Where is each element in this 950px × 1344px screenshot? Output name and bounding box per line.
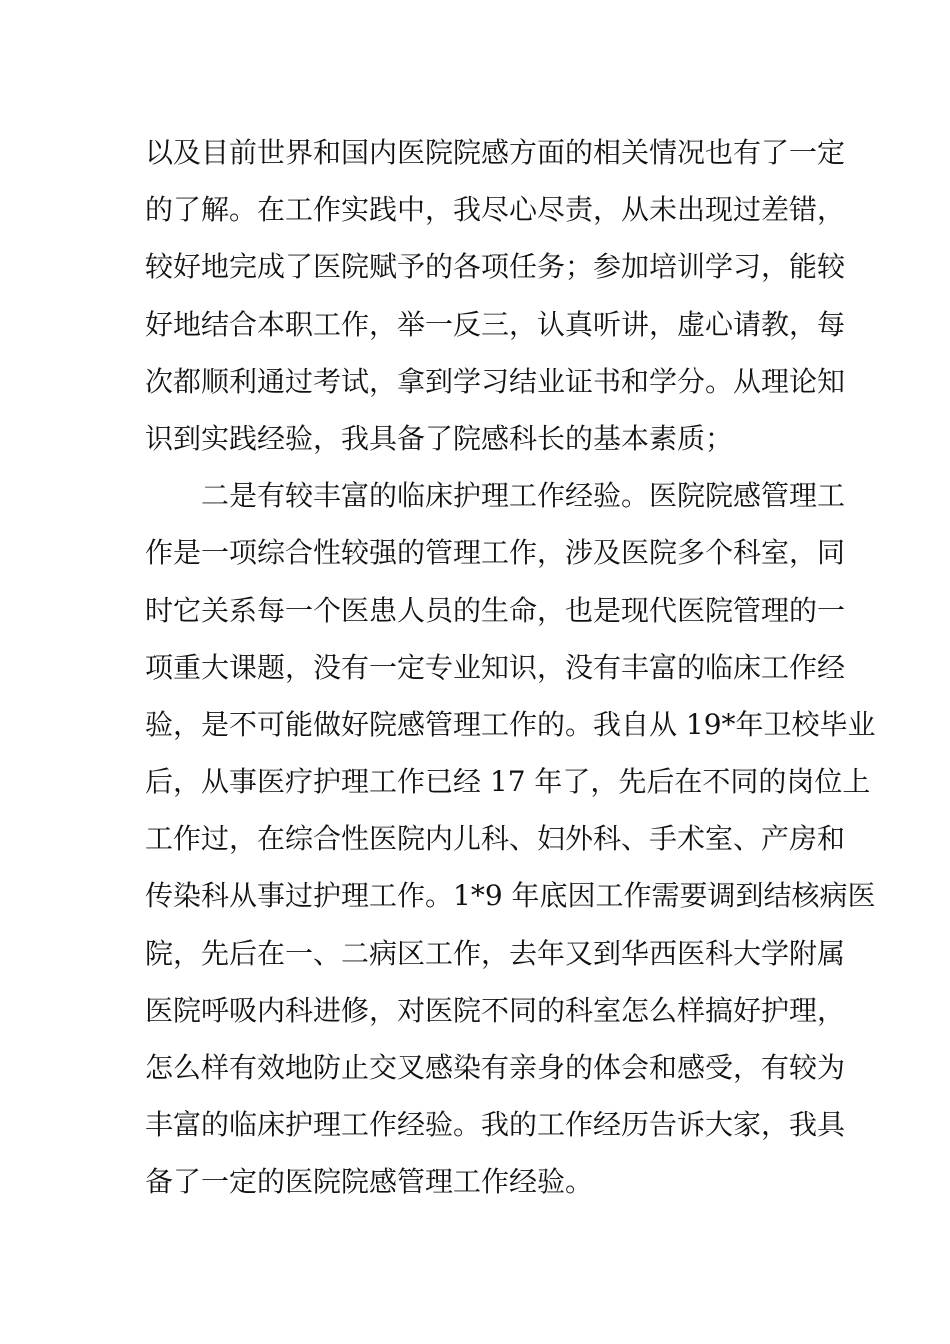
text-line: 较好地完成了医院赋予的各项任务；参加培训学习，能较	[145, 250, 846, 284]
text-line: 工作过，在综合性医院内儿科、妇外科、手术室、产房和	[145, 822, 846, 856]
text-line: 医院呼吸内科进修，对医院不同的科室怎么样搞好护理，	[145, 993, 846, 1027]
body-text	[145, 124, 876, 1211]
text-line: 以及目前世界和国内医院院感方面的相关情况也有了一定	[145, 136, 846, 169]
text-line: 时它关系每一个医患人员的生命，也是现代医院管理的一	[145, 593, 846, 627]
text-line: 传染科从事过护理工作。1*9 年底因工作需要调到结核病医	[145, 879, 876, 913]
text-line: 识到实践经验，我具备了院感科长的基本素质；	[145, 421, 734, 455]
text-line: 验，是不可能做好院感管理工作的。我自从 19*年卫校毕业	[145, 707, 876, 741]
text-line: 作是一项综合性较强的管理工作，涉及医院多个科室，同	[145, 536, 846, 570]
text-line: 项重大课题，没有一定专业知识，没有丰富的临床工作经	[145, 650, 846, 684]
text-line: 好地结合本职工作，举一反三，认真听讲，虚心请教，每	[145, 307, 846, 341]
text-line: 的了解。在工作实践中，我尽心尽责，从未出现过差错，	[145, 193, 846, 227]
text-line: 后，从事医疗护理工作已经 17 年了，先后在不同的岗位上	[145, 765, 871, 799]
text-line: 次都顺利通过考试，拿到学习结业证书和学分。从理论知	[145, 364, 846, 398]
text-line: 备了一定的医院院感管理工作经验。	[145, 1165, 594, 1199]
text-line: 怎么样有效地防止交叉感染有亲身的体会和感受，有较为	[145, 1051, 846, 1084]
paragraph-start-line: 二是有较丰富的临床护理工作经验。医院院感管理工	[201, 479, 846, 513]
text-line: 丰富的临床护理工作经验。我的工作经历告诉大家，我具	[145, 1108, 846, 1142]
text-line: 院，先后在一、二病区工作，去年又到华西医科大学附属	[145, 936, 846, 970]
